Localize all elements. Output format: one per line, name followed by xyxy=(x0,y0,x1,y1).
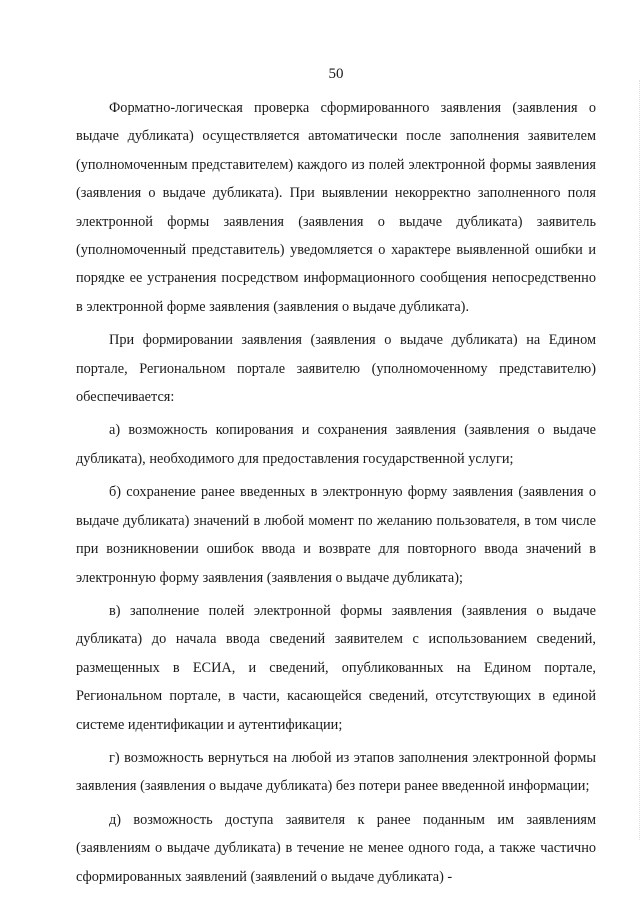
page-number: 50 xyxy=(328,66,344,82)
list-item-g: г) возможность вернуться на любой из этапов заполнения электронной формы заявления (заявления о выдаче дубликата) без потери ранее введенной информации; xyxy=(76,749,596,795)
scan-margin-mark xyxy=(631,80,640,840)
paragraph-format-check: Форматно-логическая проверка сформированного заявления (заявления о выдаче дубликата) осуществляется автоматически после заполнения заявителем (уполномоченным представителем) каждого из полей электронной формы заявления (заявления о выдаче дубликата). При выявлении некорректно заполненного поля электронной формы заявления (заявления о выдаче дубликата) заявитель (уполномоченный представитель) уведомляется о характере выявленной ошибки и порядке ее устранения посредством информационного сообщения непосредственно в электронной форме заявления (заявления о выдаче дубликата). xyxy=(76,100,596,315)
paragraph-portal-provision: При формировании заявления (заявления о выдаче дубликата) на Едином портале, Региональном портале заявителю (уполномоченному представителю) обеспечивается: xyxy=(76,332,596,406)
list-item-d: д) возможность доступа заявителя к ранее поданным им заявлениям (заявлениям о выдаче дубликата) в течение не менее одного года, а также частично сформированных заявлений (заявлений о выдаче дубликата) - xyxy=(76,811,596,885)
document-body xyxy=(76,94,596,891)
list-item-b: б) сохранение ранее введенных в электронную форму заявления (заявления о выдаче дубликата) значений в любой момент по желанию пользователя, в том числе при возникновении ошибок ввода и возврате для повторного ввода значений в электронную форму заявления (заявления о выдаче дубликата); xyxy=(76,484,596,586)
list-item-v: в) заполнение полей электронной формы заявления (заявления о выдаче дубликата) до начала ввода сведений заявителем с использованием сведений, размещенных в ЕСИА, и сведений, опубликованных на Едином портале, Региональном портале, в части, касающейся сведений, отсутствующих в единой системе идентификации и аутентификации; xyxy=(76,602,596,733)
list-item-a: а) возможность копирования и сохранения заявления (заявления о выдаче дубликата), необходимого для предоставления государственной услуги; xyxy=(76,422,596,467)
